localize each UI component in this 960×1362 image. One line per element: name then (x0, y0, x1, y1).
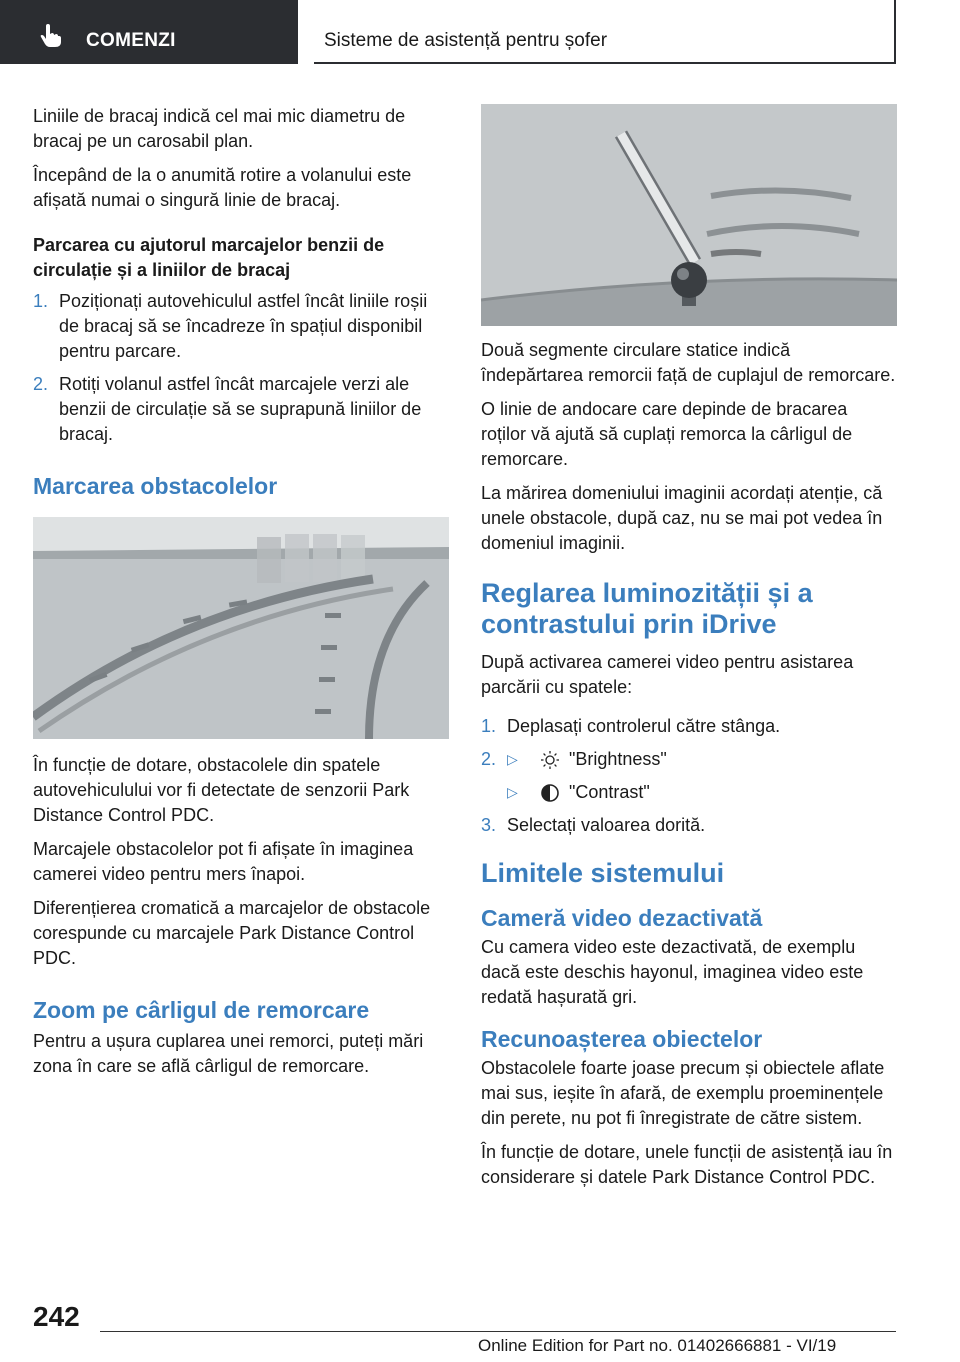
paragraph: Marcajele obstacolelor pot fi afișate în imaginea camerei video pentru mers înapoi. (33, 839, 414, 884)
step-item: 2. ▷ "Brightness" (481, 747, 897, 772)
step-item: 1. Poziționați autovehiculul astfel încât liniile roșii de bracaj să se încadreze în spațiul disponibil pentru parcare. (33, 291, 428, 361)
section-label: COMENZI (86, 30, 176, 51)
subsection-heading: Cameră video dezactivată (481, 905, 763, 931)
sun-icon (531, 749, 569, 771)
option-label: "Contrast" (569, 782, 650, 802)
section-tab (0, 0, 298, 64)
section-heading: Zoom pe cârligul de remorcare (33, 997, 370, 1023)
option-label: "Brightness" (569, 749, 667, 769)
paragraph: Liniile de bracaj indică cel mai mic diametru de bracaj pe un carosabil plan. (33, 106, 406, 151)
section-heading: Limitele sistemului (481, 858, 725, 888)
section-heading: Marcarea obstacolelor (33, 473, 278, 499)
chapter-header (314, 0, 896, 64)
paragraph: După activarea camerei video pentru asistarea parcării cu spatele: (481, 652, 854, 697)
section-heading: Reglarea luminozității și a contrastului prin iDrive (481, 578, 813, 639)
footer-divider (100, 1331, 896, 1332)
paragraph: În funcție de dotare, obstacolele din spatele autovehiculului vor fi detectate de senzorii Park Distance Control PDC. (33, 755, 410, 825)
step-list (481, 813, 897, 838)
paragraph: O linie de andocare care depinde de bracarea roților vă ajută să cuplați remorca la cârligul de remorcare. (481, 399, 853, 469)
paragraph: Începând de la o anumită rotire a volanului este afișată numai o singură linie de bracaj. (33, 165, 412, 210)
menu-option-brightness (507, 747, 897, 772)
option-marker: ▷ (507, 784, 518, 800)
paragraph: Diferențierea cromatică a marcajelor de obstacole corespunde cu marcajele Park Distance Control PDC. (33, 898, 431, 968)
step-item: 1. Deplasați controlerul către stânga. (481, 716, 781, 736)
paragraph: În funcție de dotare, unele funcții de asistență iau în considerare și datele Park Distance Control PDC. (481, 1142, 893, 1187)
step-item: 3. Selectați valoarea dorită. (481, 815, 706, 835)
step-list (481, 714, 897, 772)
edition-note: Online Edition for Part no. 01402666881 - VI/19 (478, 1336, 837, 1355)
left-column (33, 104, 449, 1088)
paragraph: Pentru a ușura cuplarea unei remorci, puteți mări zona în care se află cârligul de remorcare. (33, 1031, 424, 1076)
subheading: Parcarea cu ajutorul marcajelor benzii de circulație și a liniilor de bracaj (33, 235, 385, 280)
page-number: 242 (33, 1301, 80, 1332)
option-marker: ▷ (507, 751, 518, 767)
subsection-heading: Recunoașterea obiectelor (481, 1026, 763, 1052)
paragraph: La mărirea domeniului imaginii acordați atenție, că unele obstacole, după caz, nu se mai pot vedea în domeniul imaginii. (481, 483, 883, 553)
step-list (33, 289, 449, 447)
contrast-icon (531, 782, 569, 804)
menu-option-contrast (481, 780, 897, 805)
pointing-hand-icon (40, 24, 62, 48)
paragraph: Două segmente circulare statice indică îndepărtarea remorcii față de cuplajul de remorcare. (481, 340, 896, 385)
step-item: 2. Rotiți volanul astfel încât marcajele verzi ale benzii de circulație să se suprapună liniilor de bracaj. (33, 374, 422, 444)
trailer-hitch-image (481, 104, 897, 326)
paragraph: Cu camera video este dezactivată, de exemplu dacă este deschis hayonul, imaginea video este redată hașurată gri. (481, 937, 864, 1007)
chapter-title: Sisteme de asistență pentru șofer (324, 30, 608, 51)
paragraph: Obstacolele foarte joase precum și obiectele aflate mai sus, ieșite în afară, de exemplu proeminențele din perete, nu pot fi înregistrate de către sistem. (481, 1058, 885, 1128)
right-column (481, 104, 897, 1199)
obstacle-marking-image (33, 517, 449, 739)
